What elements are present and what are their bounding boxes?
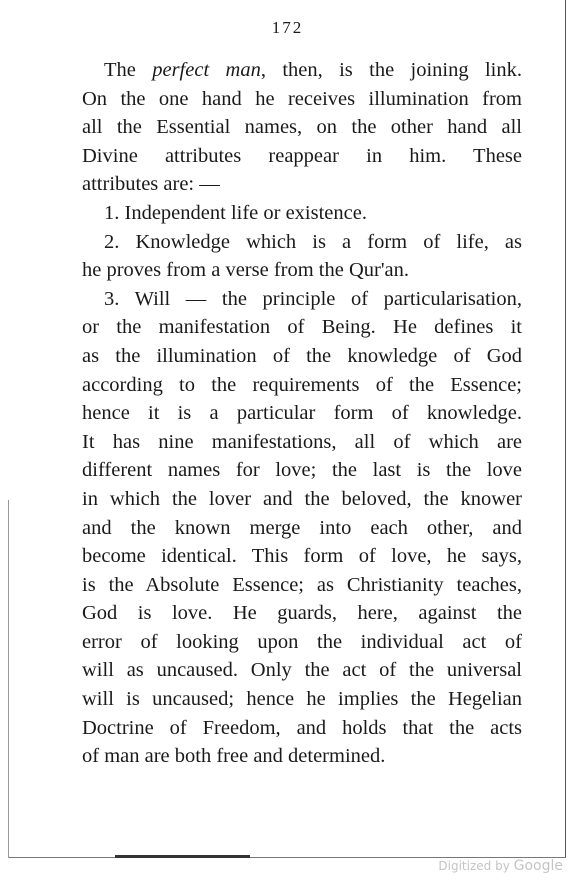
- list-item-3: 3. Will — the principle of particularisation,: [104, 287, 522, 310]
- text-line: and the known merge into each other, and: [82, 516, 522, 539]
- text-line: It has nine manifestations, all of which are: [82, 430, 522, 453]
- list-item-2: 2. Knowledge which is a form of life, as: [104, 230, 522, 253]
- text-line: attributes are: —: [82, 173, 220, 196]
- emphasis-perfect-man: perfect man: [152, 59, 261, 81]
- text-line: will is uncaused; hence he implies the Hegelian: [82, 688, 522, 711]
- text-line: On the one hand he receives illumination from: [82, 87, 522, 110]
- list-item-1: 1. Independent life or existence.: [104, 201, 367, 224]
- text-line: God is love. He guards, here, against the: [82, 602, 522, 625]
- text-line: according to the requirements of the Essence;: [82, 373, 522, 396]
- text-line: Doctrine of Freedom, and holds that the acts: [82, 716, 522, 739]
- text-line: The perfect man, then, is the joining link.: [104, 59, 522, 81]
- text-line: error of looking upon the individual act of: [82, 630, 522, 653]
- text-line: is the Absolute Essence; as Christianity teaches,: [82, 573, 522, 596]
- text-line: Divine attributes reappear in him. These: [82, 144, 522, 167]
- page-edge-right: [565, 0, 566, 858]
- page-edge-left: [8, 500, 9, 858]
- page-bottom-mark: [115, 855, 250, 858]
- text-line: will as uncaused. Only the act of the universal: [82, 659, 522, 682]
- text-line: in which the lover and the beloved, the knower: [82, 487, 522, 510]
- text-line: of man are both free and determined.: [82, 745, 386, 768]
- text-line: as the illumination of the knowledge of God: [82, 344, 522, 367]
- text-line: hence it is a particular form of knowledge.: [82, 402, 522, 425]
- text-line: or the manifestation of Being. He defines it: [82, 316, 522, 339]
- text-line: different names for love; the last is the love: [82, 459, 522, 482]
- page-number: 172: [271, 18, 304, 37]
- text-line: all the Essential names, on the other hand all: [82, 116, 522, 139]
- text-line: become identical. This form of love, he says,: [82, 545, 522, 568]
- text-line: he proves from a verse from the Qur'an.: [82, 259, 410, 282]
- body-text: [82, 56, 522, 771]
- google-logo: Google: [513, 858, 563, 874]
- digitized-watermark: Digitized by Google: [438, 858, 563, 874]
